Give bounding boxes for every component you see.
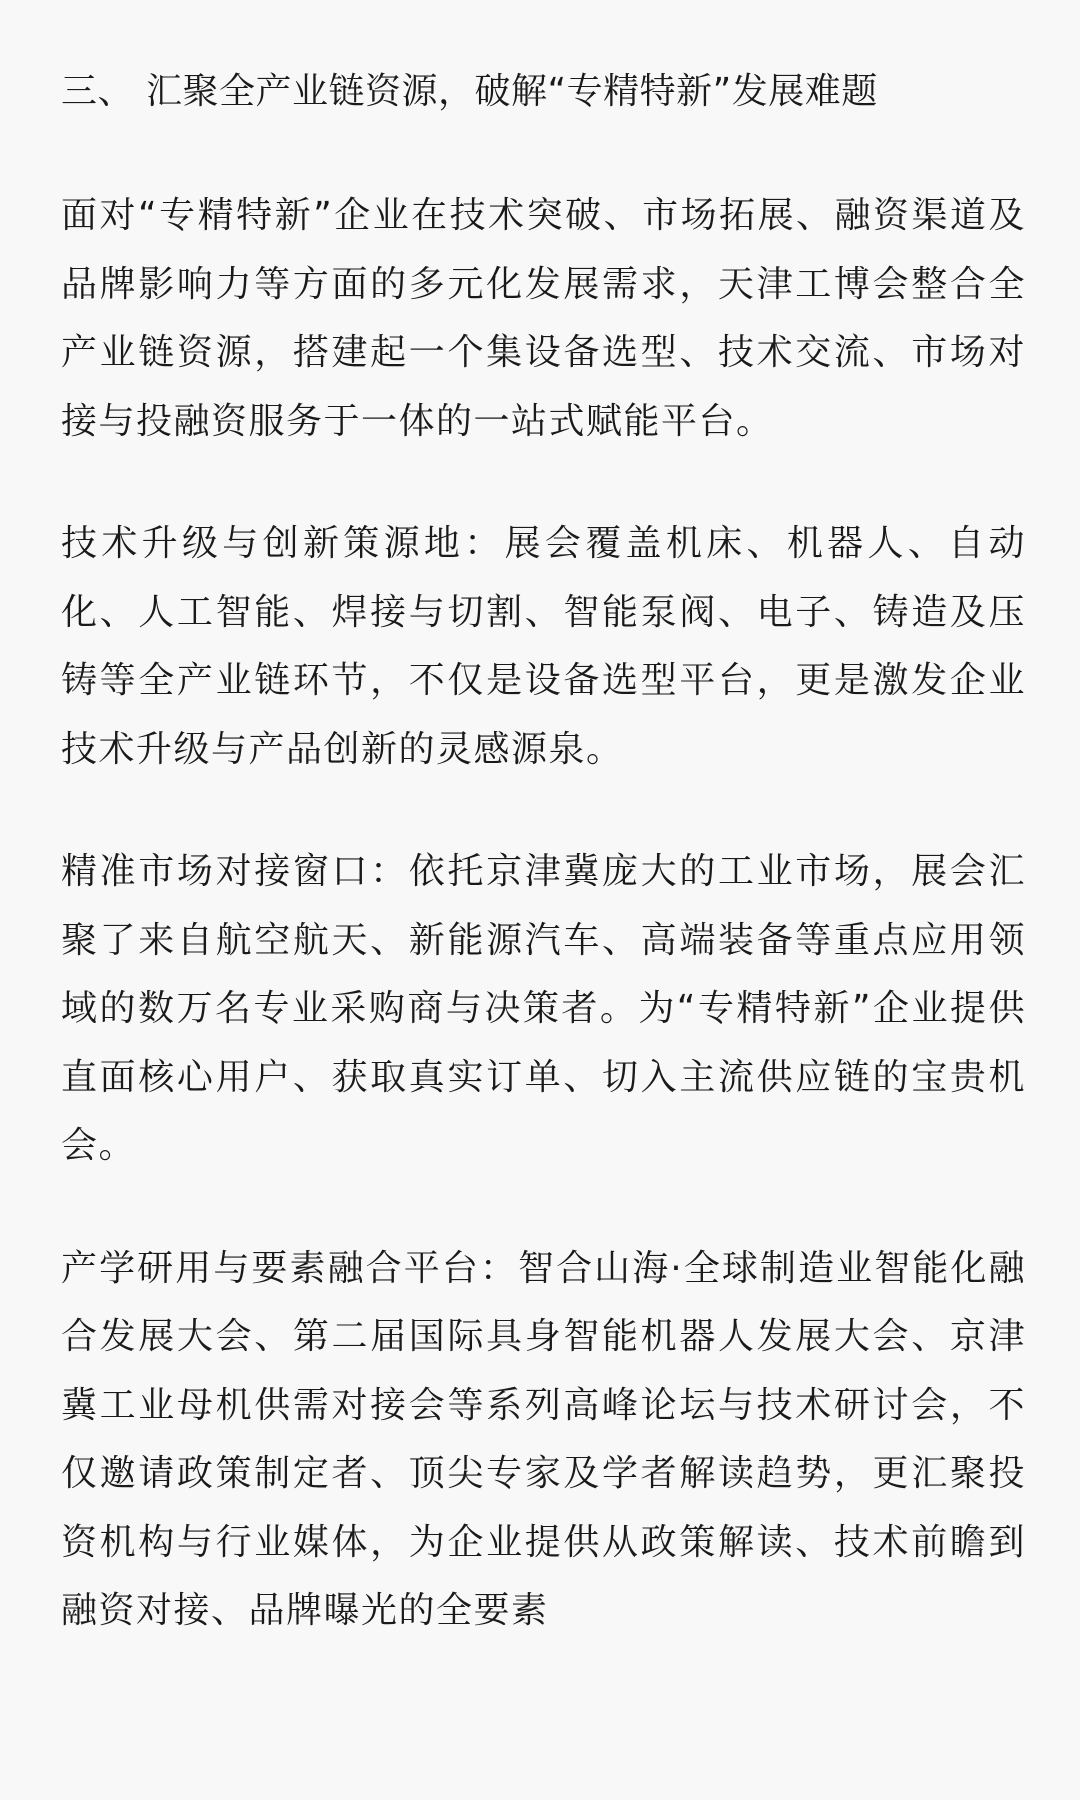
paragraph-intro: 面对“专精特新”企业在技术突破、市场拓展、融资渠道及品牌影响力等方面的多元化发展需求，天津工博会整合全产业链资源，搭建起一个集设备选型、技术交流、市场对接与投融资服务于一体的一站式赋能平台。 [61,195,1026,442]
paragraph-industry-academia: 产学研用与要素融合平台：智合山海·全球制造业智能化融合发展大会、第二届国际具身智能机器人发展大会、京津冀工业母机供需对接会等系列高峰论坛与技术研讨会，不仅邀请政策制定者、顶尖专家及学者解读趋势，更汇聚投资机构与行业媒体，为企业提供从政策解读、技术前瞻到融资对接、品牌曝光的全要素 [61,1247,1026,1631]
paragraph-tech-upgrade: 技术升级与创新策源地：展会覆盖机床、机器人、自动化、人工智能、焊接与切割、智能泵阀、电子、铸造及压铸等全产业链环节，不仅是设备选型平台，更是激发企业技术升级与产品创新的灵感源泉。 [61,523,1026,770]
section-heading: 三、 汇聚全产业链资源，破解“专精特新”发展难题 [61,71,878,112]
paragraph-market-matching: 精准市场对接窗口：依托京津冀庞大的工业市场，展会汇聚了来自航空航天、新能源汽车、高端装备等重点应用领域的数万名专业采购商与决策者。为“专精特新”企业提供直面核心用户、获取真实订单、切入主流供应链的宝贵机会。 [61,851,1026,1166]
